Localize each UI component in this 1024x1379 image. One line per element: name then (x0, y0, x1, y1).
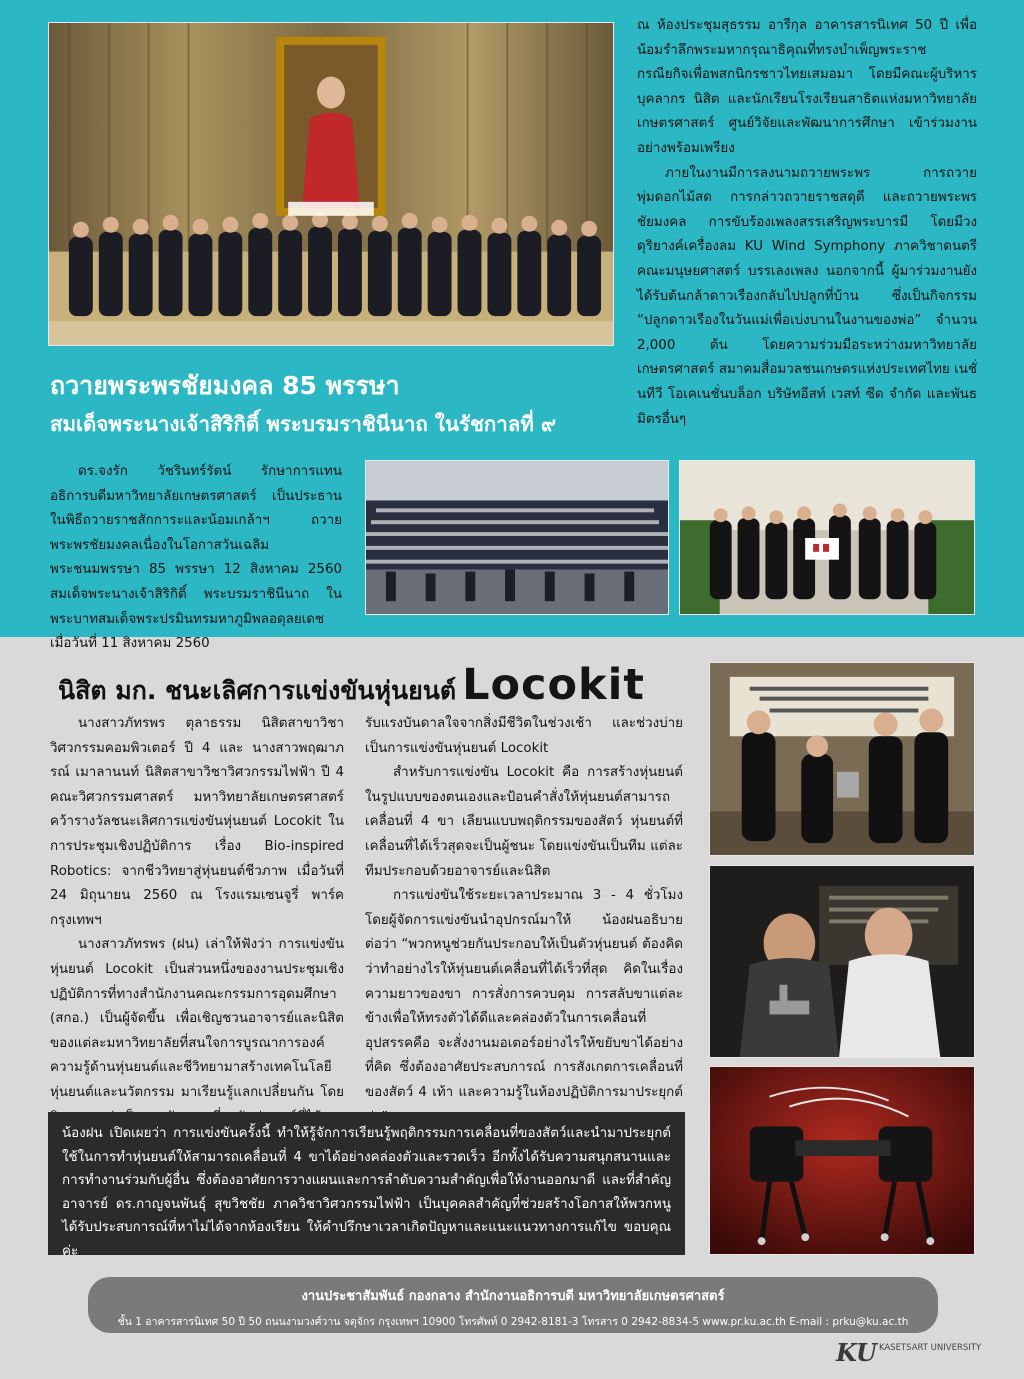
university-logo (836, 1338, 981, 1367)
auditorium-audience-photo (365, 460, 669, 615)
ceremony-group-photo (48, 22, 614, 346)
article2-col1-paragraph: นางสาวภัทรพร ตุลาธรรม นิสิตสาขาวิชาวิศวกรรมคอมพิวเตอร์ ปี 4 และ นางสาวพฤฒาภรณ์ เมาลานนท์ นิสิตสาขาวิชาวิศวกรรมไฟฟ้า ปี 4 คณะวิศวกรรมศาสตร์ มหาวิทยาลัยเกษตรศาสตร์ คว้ารางวัลชนะเลิศการแข่งขันหุ่นยนต์ Locokit ในการประชุมเชิงปฏิบัติการ เรื่อง Bio-inspired Robotics: จากชีววิทยาสู่หุ่นยนต์ชีวภาพ เมื่อวันที่ 24 มิถุนายน 2560 ณ โรงแรมเซนจูรี่ พาร์ค กรุงเทพฯ (50, 716, 344, 928)
article2-headline-thai: นิสิต มก. ชนะเลิศการแข่งขันหุ่นยนต์ (58, 676, 457, 705)
article1-right-paragraph: ณ ห้องประชุมสุธรรม อารีกุล อาคารสารนิเทศ 50 ปี เพื่อน้อมรำลึกพระมหากรุณาธิคุณที่ทรงบำเพ็ญพระราชกรณียกิจเพื่อพสกนิกรชาวไทยเสมอมา โดยมีคณะผู้บริหาร บุคลากร นิสิต และนักเรียนโรงเรียนสาธิตแห่งมหาวิทยาลัยเกษตรศาสตร์ ศูนย์วิจัยและพัฒนาการศึกษา เข้าร่วมงานอย่างพร้อมเพรียง (637, 18, 977, 156)
article1-headline: ถวายพระพรชัยมงคล 85 พรรษา (50, 371, 400, 400)
article1-right-paragraph: ภายในงานมีการลงนามถวายพระพร การถวายพุ่มดอกไม้สด การกล่าวถวายราชสดุดี และถวายพระพรชัยมงคล การขับร้องเพลงสรรเสริญพระบารมี โดยมีวงดุริยางค์เครื่องลม KU Wind Symphony ภาควิชาดนตรี คณะมนุษยศาสตร์ บรรเลงเพลง นอกจากนี้ ผู้มาร่วมงานยังได้รับต้นกล้าดาวเรืองกลับไปปลูกที่บ้าน ซึ่งเป็นกิจกรรม “ปลูกดาวเรืองในวันแม่เพื่อเบ่งบานในงานของพ่อ” จำนวน 2,000 ต้น โดยความร่วมมือระหว่างมหาวิทยาลัยเกษตรศาสตร์ สมาคมสื่อมวลชนเกษตรแห่งประเทศไทย เนชั่นทีวี โอเคเนชั่นบล็อก บริษัทอีสท์ เวสท์ ซีด จำกัด และพันธมิตรอื่นๆ (637, 165, 977, 427)
award-presentation-photo (679, 460, 975, 615)
article1-right-column (637, 14, 977, 432)
article1-intro-paragraph: ดร.จงรัก วัชรินทร์รัตน์ รักษาการแทนอธิการบดีมหาวิทยาลัยเกษตรศาสตร์ เป็นประธานในพิธีถวายราชสักการะและน้อมเกล้าฯ ถวายพระพรชัยมงคลเนื่องในโอกาสวันเฉลิมพระชนมพรรษา 85 พรรษา 12 สิงหาคม 2560 สมเด็จพระนางเจ้าสิริกิติ์ พระบรมราชินีนาถ ในพระบาทสมเด็จพระปรมินทรมหาภูมิพลอดุลยเดช เมื่อวันที่ 11 สิงหาคม 2560 (50, 464, 342, 652)
quote-box (48, 1112, 685, 1259)
logo-text: KASETSART UNIVERSITY (878, 1343, 982, 1353)
logo-mark: KU (836, 1338, 877, 1367)
quadruped-robot-photo (709, 1066, 975, 1255)
article1-subheadline: สมเด็จพระนางเจ้าสิริกิติ์ พระบรมราชินีนาถ ในรัชกาลที่ ๙ (50, 412, 557, 436)
footer-contact-bar (88, 1277, 938, 1333)
footer-address: ชั้น 1 อาคารสารนิเทศ 50 ปี 50 ถนนงามวงศ์วาน จตุจักร กรุงเทพฯ 10900 โทรศัพท์ 0 2942-8181-3 โทรสาร 0 2942-8834-5 www.pr.ku.ac.th E-mail : prku@ku.ac.th (117, 1316, 909, 1328)
article2-col2-paragraph: สำหรับการแข่งขัน Locokit คือ การสร้างหุ่นยนต์ในรูปแบบของตนเองและป้อนคำสั่งให้หุ่นยนต์สามารถเคลื่อนที่ 4 ขา เลียนแบบพฤติกรรมของสัตว์ หุ่นยนต์ที่เคลื่อนที่ได้เร็วสุดจะเป็นผู้ชนะ โดยแข่งขันเป็นทีม แต่ละทีมประกอบด้วยอาจารย์และนิสิต (365, 765, 683, 879)
article2-col2-paragraph: การแข่งขันใช้ระยะเวลาประมาณ 3 - 4 ชั่วโมง โดยผู้จัดการแข่งขันนำอุปกรณ์มาให้ น้องฝนอธิบายต่อว่า “พวกหนูช่วยกันประกอบให้เป็นตัวหุ่นยนต์ ต้องคิดว่าทำอย่างไรให้หุ่นยนต์เคลื่อนที่ได้เร็วที่สุด คิดในเรื่องความยาวของขา การสั่งการควบคุม การสลับขาแต่ละข้างเพื่อให้ทรงตัวได้ดีและคล่องตัวในการเคลื่อนที่ อุปสรรคคือ จะสั่งงานมอเตอร์อย่างไรให้ขยับขาได้อย่างที่คิด ซึ่งต้องอาศัยประสบการณ์ การสังเกตการเคลื่อนที่ของสัตว์ 4 เท้า และความรู้ในห้องปฏิบัติการมาประยุกต์ (365, 888, 683, 1100)
footer-office-name: งานประชาสัมพันธ์ กองกลาง สำนักงานอธิการบดี มหาวิทยาลัยเกษตรศาสตร์ (301, 1289, 725, 1304)
article2-headline-english: Locokit (462, 660, 645, 710)
article2-column-2 (365, 712, 683, 1130)
students-with-robot-photo (709, 865, 975, 1058)
team-with-certificate-photo (709, 662, 975, 856)
article2-column-1 (50, 712, 344, 1130)
article2-headline (58, 660, 645, 711)
quote-box-text: น้องฝน เปิดเผยว่า การแข่งขันครั้งนี้ ทำให้รู้จักการเรียนรู้พฤติกรรมการเคลื่อนที่ของสัตว์และนำมาประยุกต์ใช้ในการทำหุ่นยนต์ให้สามารถเคลื่อนที่ 4 ขาได้อย่างคล่องตัวและรวดเร็ว อีกทั้งได้รับความสนุกสนานและการทำงานร่วมกับผู้อื่น ซึ่งต้องอาศัยการวางแผนและการลำดับความสำคัญเพื่อให้งานออกมาดี และที่สำคัญ อาจารย์ ดร.กาญจนพันธุ์ สุขวิชชัย ภาควิชาวิศวกรรมไฟฟ้า เป็นบุคคลสำคัญที่ช่วยสร้างโอกาสให้พวกหนูได้รับประสบการณ์ที่หาไม่ได้จากห้องเรียน ให้คำปรึกษาเวลาเกิดปัญหาและแนะแนวทางการแก้ไข ขอบคุณค่ะ (62, 1126, 671, 1259)
article2-col1-paragraph: นางสาวภัทรพร (ฝน) เล่าให้ฟังว่า การแข่งขันหุ่นยนต์ Locokit เป็นส่วนหนึ่งของงานประชุมเชิงปฏิบัติการที่ทางสำนักงานคณะกรรมการอุดมศึกษา (สกอ.) เป็นผู้จัดขึ้น เพื่อเชิญชวนอาจารย์และนิสิตของแต่ละมหาวิทยาลัยที่สนใจการบูรณาการองค์ความรู้ด้านหุ่นยนต์และชีวิทยามาสร้างเทคโนโลยีหุ่นยนต์และนวัตกรรม มาเรียนรู้แลกเปลี่ยนกัน โดย (50, 937, 344, 1100)
article1-intro-column (50, 460, 342, 657)
article2-col2-paragraph: รับแรงบันดาลใจจากสิ่งมีชีวิตในช่วงเช้า และช่วงบ่ายเป็นการแข่งขันหุ่นยนต์ Locokit (365, 716, 683, 756)
